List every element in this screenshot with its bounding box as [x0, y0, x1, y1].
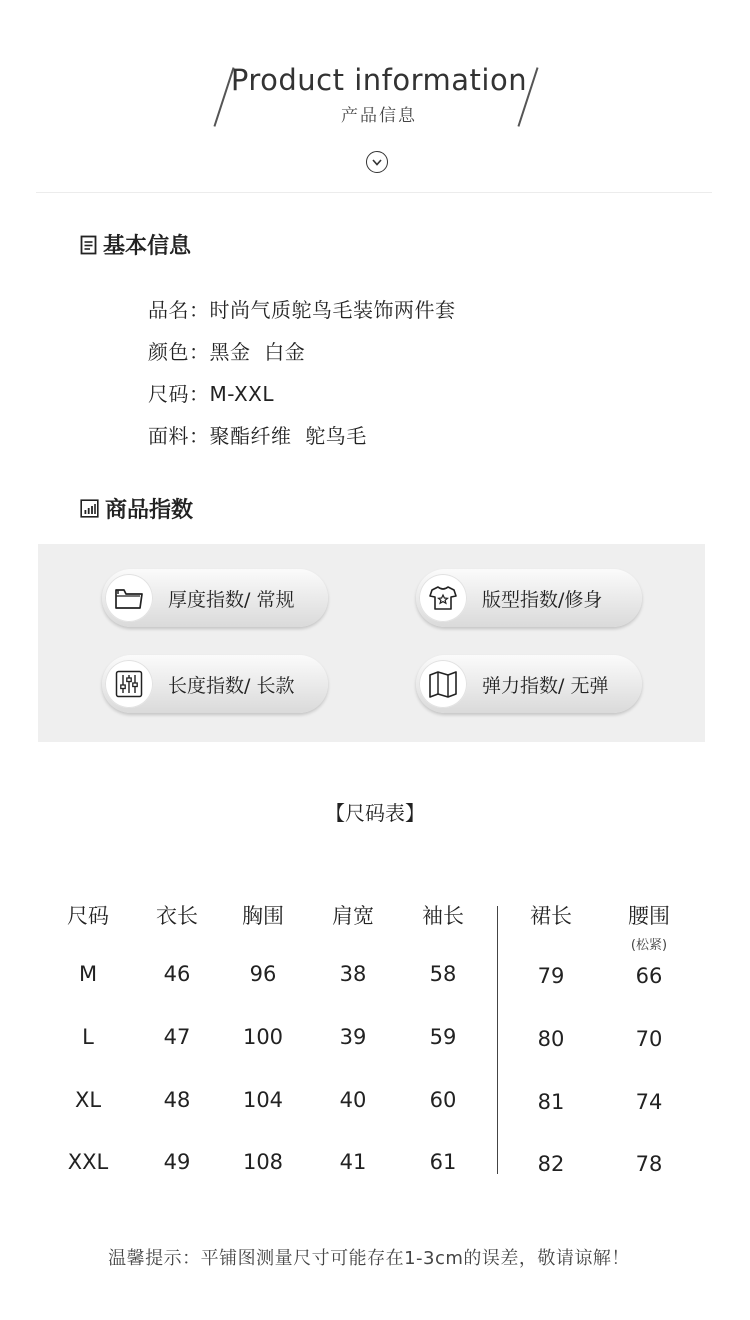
table-cell: 41 [339, 1150, 367, 1174]
info-label: 颜色： [148, 340, 210, 364]
info-label: 面料： [148, 424, 210, 448]
shirt-icon [419, 574, 467, 622]
index-length [102, 655, 328, 713]
table-cell: 80 [537, 1027, 565, 1051]
size-label-cell: L [82, 1025, 94, 1049]
info-row-size [148, 378, 274, 407]
table-cell: 79 [537, 964, 565, 988]
sliders-icon [105, 660, 153, 708]
basic-info-title: 基本信息 [103, 234, 192, 259]
info-label: 尺码： [148, 382, 210, 406]
table-cell: 40 [339, 1088, 367, 1112]
map-icon [419, 660, 467, 708]
size-label-cell: XL [74, 1088, 102, 1112]
table-header: 衣长 [156, 904, 198, 928]
table-cell: 108 [242, 1150, 284, 1174]
info-row-color [148, 336, 305, 365]
table-header: 裙长 [530, 904, 572, 928]
table-cell: 66 [635, 964, 663, 988]
size-label-cell: M [78, 962, 98, 986]
index-label: 厚度指数/ 常规 [168, 588, 295, 611]
size-table-title: 【尺码表】 [325, 801, 425, 825]
table-cell: 39 [339, 1025, 367, 1049]
table-header: 袖长 [422, 904, 464, 928]
folder-icon [105, 574, 153, 622]
index-label: 长度指数/ 长款 [168, 674, 295, 697]
table-cell: 49 [163, 1150, 191, 1174]
table-cell: 38 [339, 962, 367, 986]
index-label: 版型指数/修身 [482, 588, 603, 611]
table-cell: 96 [249, 962, 277, 986]
page-title: Product information [230, 63, 528, 97]
table-cell: 70 [635, 1027, 663, 1051]
waist-note: (松紧) [630, 938, 668, 953]
product-index-title: 商品指数 [105, 498, 194, 523]
table-cell: 47 [163, 1025, 191, 1049]
table-cell: 104 [242, 1088, 284, 1112]
table-cell: 100 [242, 1025, 284, 1049]
page-subtitle: 产品信息 [341, 106, 417, 126]
table-header: 肩宽 [332, 904, 374, 928]
warm-tip: 温馨提示：平铺图测量尺寸可能存在1-3cm的误差，敬请谅解！ [108, 1248, 630, 1269]
table-cell: 46 [163, 962, 191, 986]
info-value: 时尚气质鸵鸟毛装饰两件套 [209, 298, 456, 322]
info-value: M-XXL [209, 382, 275, 406]
index-panel [38, 544, 705, 742]
bar-chart-icon [80, 499, 99, 518]
table-cell: 74 [635, 1090, 663, 1114]
size-label-cell: XXL [67, 1150, 109, 1174]
chevron-down-icon [366, 151, 388, 173]
table-cell: 58 [429, 962, 457, 986]
info-value: 黑金 白金 [209, 340, 306, 364]
document-icon [80, 235, 97, 255]
index-fit [416, 569, 642, 627]
table-cell: 82 [537, 1152, 565, 1176]
table-divider [497, 906, 498, 1174]
info-label: 品名： [148, 298, 210, 322]
info-value: 聚酯纤维 鸵鸟毛 [209, 424, 367, 448]
table-header: 腰围 [628, 904, 670, 928]
index-elasticity [416, 655, 642, 713]
info-row-fabric [148, 420, 367, 449]
divider [36, 192, 712, 193]
index-thickness [102, 569, 328, 627]
product-index-heading [80, 493, 193, 524]
table-cell: 81 [537, 1090, 565, 1114]
index-label: 弹力指数/ 无弹 [482, 674, 609, 697]
table-header: 尺码 [67, 904, 109, 928]
table-cell: 61 [429, 1150, 457, 1174]
table-cell: 59 [429, 1025, 457, 1049]
table-header: 胸围 [242, 904, 284, 928]
basic-info-heading [80, 229, 191, 260]
table-cell: 60 [429, 1088, 457, 1112]
table-cell: 78 [635, 1152, 663, 1176]
info-row-name [148, 294, 456, 323]
table-cell: 48 [163, 1088, 191, 1112]
